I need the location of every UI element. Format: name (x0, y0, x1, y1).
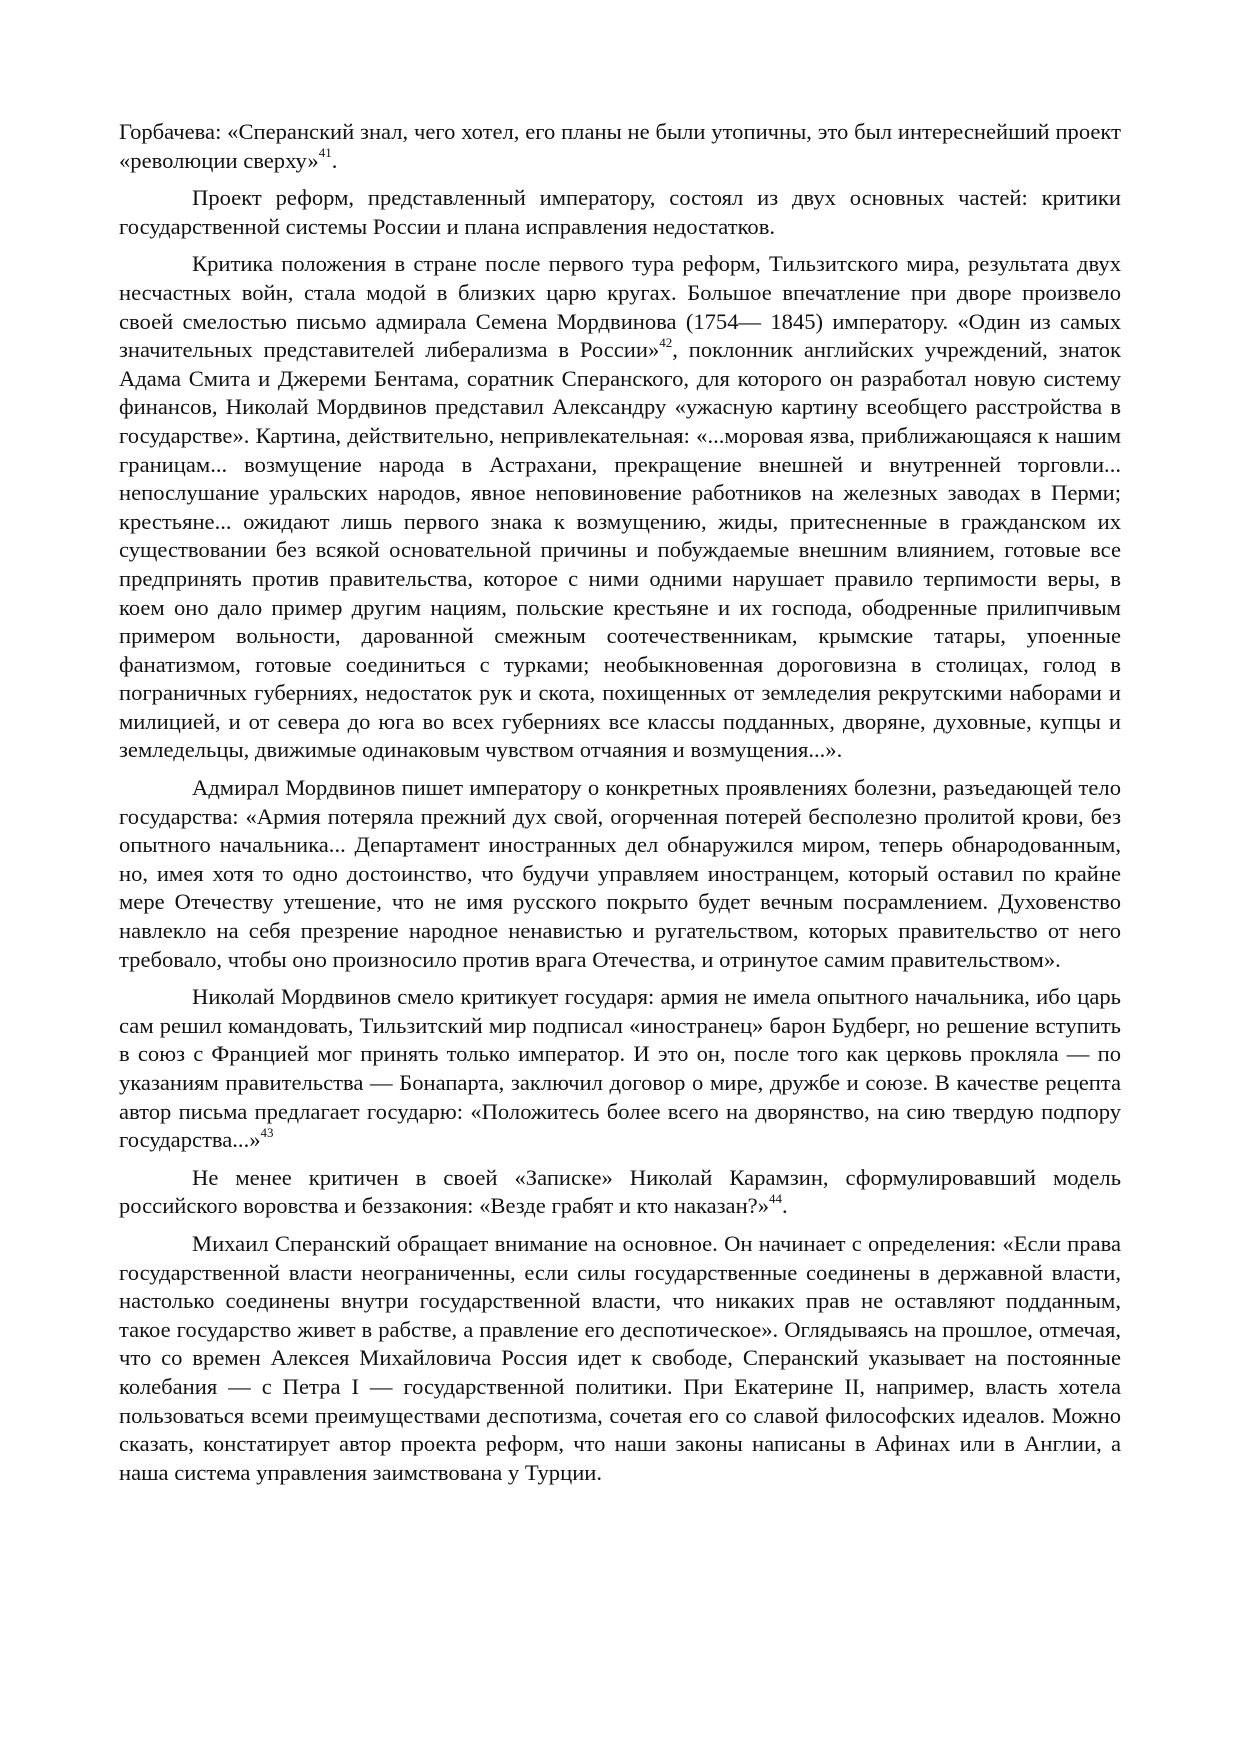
paragraph-text: Горбачева: «Сперанский знал, чего хотел, его планы не были утопичны, это был интереснейший проект «революции сверху» (119, 119, 1121, 173)
paragraph-4 (119, 774, 1121, 974)
paragraph-tail: . (782, 1193, 788, 1219)
paragraph-text: Николай Мордвинов смело критикует государя: армия не имела опытного начальника, ибо царь сам решил командовать, Тильзитский мир подписал «иностранец» барон Будберг, но решение вступить в союз с Францией мог принять только император. И это он, после того как церковь прокляла — по указаниям правительства — Бонапарта, заключил договор о мире, дружбе и союзе. В качестве рецепта автор письма предлагает государю: «Положитесь более всего на дворянство, на сию твердую подпору государства...» (119, 984, 1121, 1153)
paragraph-tail: , поклонник английских учреждений, знаток Адама Смита и Джереми Бентама, соратник Сперанского, для которого он разработал новую систему финансов, Николай Мордвинов представил Александру «ужасную картину всеобщего расстройства в государстве». Картина, действительно, непривлекательная: «...моровая язва, приближающаяся к нашим границам... возмущение народа в Астрахани, прекращение внешней и внутренней торговли... непослушание уральских народов, явное неповиновение работников на железных заводах в Перми; крестьяне... ожидают лишь первого знака к возмущению, жиды, притесненные в гражданском их существовании без всякой основательной причины и побуждаемые внешним влиянием, готовые все предпринять против правительства, которое с ними одними нарушает правило терпимости веры, в коем оно дало пример другим нациям, польские крестьяне и их господа, ободренные прилипчивым примером вольности, дарованной смежным соотечественникам, крымские татары, упоенные фанатизмом, готовые соединиться с турками; необыкновенная дороговизна в столицах, голод в пограничных губерниях, недостаток рук и скота, похищенных от земледелия рекрутскими наборами и милицией, и от севера до юга во всех губерниях все классы подданных, дворяне, духовные, купцы и земледельцы, движимые одинаковым чувством отчаяния и возмущения...». (119, 337, 1121, 763)
paragraph-5 (119, 983, 1121, 1155)
footnote-ref-44: 44 (769, 1190, 782, 1206)
paragraph-text: Не менее критичен в своей «Записке» Николай Карамзин, сформулировавший модель российского воровства и беззакония: «Везде грабят и кто наказан?» (119, 1164, 1121, 1219)
paragraph-tail: . (331, 147, 338, 173)
paragraph-text: Проект реформ, представленный императору, состоял из двух основных частей: критики государственной системы России и плана исправления недостатков. (119, 185, 1121, 239)
paragraph-text: Адмирал Мордвинов пишет императору о конкретных проявлениях болезни, разъедающей тело государства: «Армия потеряла прежний дух свой, огорченная потерей бесполезно пролитой крови, без опытного начальника... Департамент иностранных дел обнаружился миром, теперь обнародованным, но, имея хотя то одно достоинство, что будучи управляем иностранцем, который оставил по крайне мере Отечеству утешение, что не имя русского покрыто будет вечным посрамлением. Духовенство навлекло на себя презрение народное ненавистью и ругательством, которых правительство от него требовало, чтобы оно произносило против врага Отечества, и отринутое самим правительством». (119, 775, 1121, 972)
footnote-ref-42: 42 (659, 334, 673, 350)
paragraph-6 (119, 1164, 1121, 1221)
footnote-ref-43: 43 (260, 1124, 274, 1140)
paragraph-3 (119, 250, 1121, 765)
paragraph-text: Михаил Сперанский обращает внимание на основное. Он начинает с определения: «Если права государственной власти неограниченны, если силы государственные соединены в державной власти, настолько соединены внутри государственной власти, что никаких прав не оставляют подданным, такое государство живет в рабстве, а правление его деспотическое». Оглядываясь на прошлое, отмечая, что со времен Алексея Михайловича Россия идет к свободе, Сперанский указывает на постоянные колебания — с Петра I — государственной политики. При Екатерине II, например, власть хотела пользоваться всеми преимуществами деспотизма, сочетая его со славой философских идеалов. Можно сказать, констатирует автор проекта реформ, что наши законы написаны в Афинах или в Англии, а наша система управления заимствована у Турции. (119, 1230, 1121, 1485)
paragraph-7 (119, 1230, 1121, 1487)
paragraph-1 (119, 118, 1121, 175)
paragraph-text: Критика положения в стране после первого тура реформ, Тильзитского мира, результата двух несчастных войн, стала модой в близких царю кругах. Большое впечатление при дворе произвело своей смелостью письмо адмирала Семена Мордвинова (1754— 1845) императору. «Один из самых значительных представителей либерализма в России» (119, 251, 1121, 363)
footnote-ref-41: 41 (318, 145, 332, 161)
paragraph-2 (119, 184, 1121, 241)
document-page (119, 118, 1121, 1496)
